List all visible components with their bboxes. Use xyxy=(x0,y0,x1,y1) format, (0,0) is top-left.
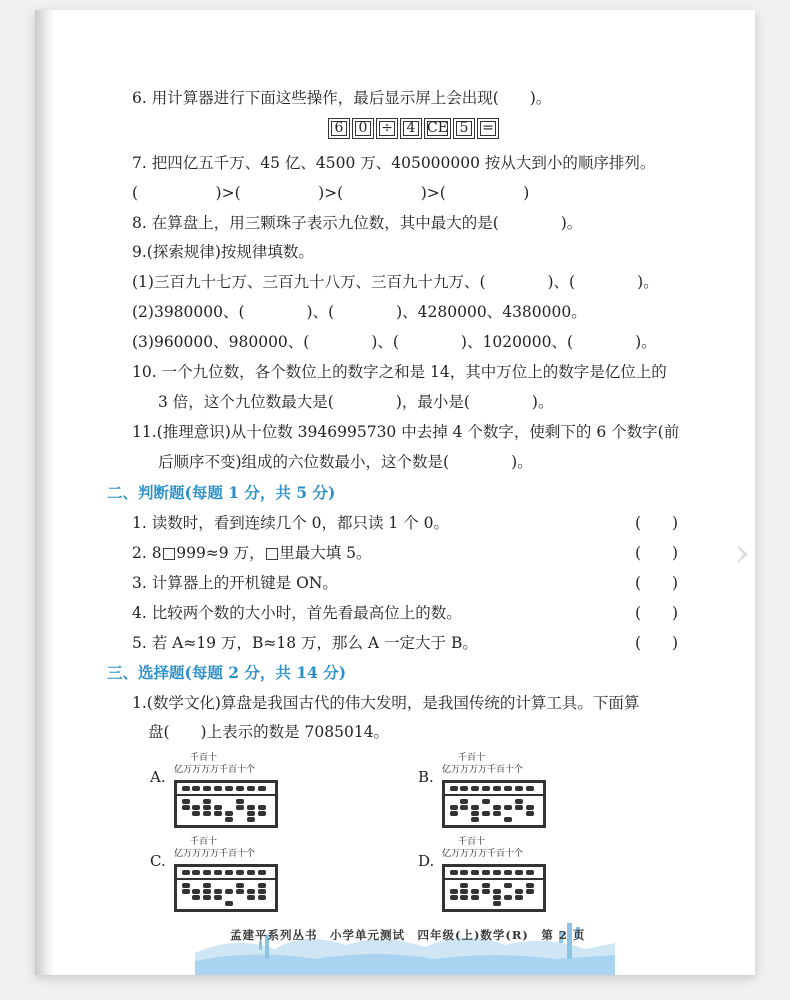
calc-key: 6 xyxy=(328,118,350,139)
section-2-title: 二、判断题(每题 1 分，共 5 分) xyxy=(107,483,336,502)
abacus-frame xyxy=(442,780,546,828)
question-6: 6. 用计算器进行下面这些操作，最后显示屏上会出现( )。 xyxy=(132,89,552,107)
abacus-beads xyxy=(445,867,543,909)
calc-key: ÷ xyxy=(376,118,398,139)
calc-key: 4 xyxy=(400,118,422,139)
judge-item-4: 4. 比较两个数的大小时，首先看最高位上的数。 xyxy=(132,604,462,622)
judge-answer-box: ( ) xyxy=(635,574,679,592)
choice-question-1-line-2: 盘( )上表示的数是 7085014。 xyxy=(148,723,390,741)
question-7: 7. 把四亿五千万、45 亿、4500 万、405000000 按从大到小的顺序排列。 xyxy=(132,154,656,172)
judge-item-2: 2. 8□999≈9 万，□里最大填 5。 xyxy=(132,544,372,562)
judge-answer-box: ( ) xyxy=(635,514,679,532)
calc-key: = xyxy=(477,118,499,139)
question-8: 8. 在算盘上，用三颗珠子表示九位数，其中最大的是( )。 xyxy=(132,214,583,232)
question-11-line-2: 后顺序不变)组成的六位数最小，这个数是( )。 xyxy=(158,453,533,471)
judge-answer-box: ( ) xyxy=(635,604,679,622)
judge-answer-box: ( ) xyxy=(635,544,679,562)
choice-question-1: 1.(数学文化)算盘是我国古代的伟大发明，是我国传统的计算工具。下面算 xyxy=(132,694,640,712)
judge-item-3: 3. 计算器上的开机键是 ON。 xyxy=(132,574,338,592)
place-labels: 亿万万万万千百十个 xyxy=(174,765,256,775)
place-labels-top: 千百十 xyxy=(458,837,486,847)
place-labels-top: 千百十 xyxy=(190,837,218,847)
place-labels-top: 千百十 xyxy=(458,753,486,763)
page-footer: 孟建平系列丛书 小学单元测试 四年级(上)数学(R) 第 2 页 xyxy=(230,928,586,942)
question-9: 9.(探索规律)按规律填数。 xyxy=(132,243,314,261)
calc-key: 5 xyxy=(453,118,475,139)
question-9-part-1: (1)三百九十七万、三百九十八万、三百九十九万、( )、( )。 xyxy=(132,273,659,291)
calculator-keys xyxy=(328,118,501,139)
question-11: 11.(推理意识)从十位数 3946995730 中去掉 4 个数字，使剩下的 6 个数字(前 xyxy=(132,423,680,441)
abacus-option-a xyxy=(150,748,280,828)
judge-answer-box: ( ) xyxy=(635,634,679,652)
question-9-part-2: (2)3980000、( )、( )、4280000、4380000。 xyxy=(132,303,587,321)
judge-item-5: 5. 若 A≈19 万，B≈18 万，那么 A 一定大于 B。 xyxy=(132,634,478,652)
abacus-option-c xyxy=(150,832,280,912)
judge-item-1: 1. 读数时，看到连续几个 0，都只读 1 个 0。 xyxy=(132,514,450,532)
question-7-blanks: ( )>( )>( )>( ) xyxy=(132,184,530,202)
abacus-beads xyxy=(445,783,543,825)
question-9-part-3: (3)960000、980000、( )、( )、1020000、( )。 xyxy=(132,333,657,351)
calc-key: CE xyxy=(424,118,451,139)
option-label: A. xyxy=(150,768,166,786)
next-page-chevron-icon[interactable]: › xyxy=(734,530,750,576)
place-labels-top: 千百十 xyxy=(190,753,218,763)
page-binding-shadow xyxy=(35,10,55,975)
abacus-option-b xyxy=(418,748,548,828)
abacus-option-d xyxy=(418,832,548,912)
place-labels: 亿万万万万千百十个 xyxy=(174,849,256,859)
calc-key: 0 xyxy=(352,118,374,139)
option-label: D. xyxy=(418,852,435,870)
workbook-page xyxy=(35,10,755,975)
question-10-line-2: 3 倍，这个九位数最大是( )，最小是( )。 xyxy=(158,393,554,411)
section-3-title: 三、选择题(每题 2 分，共 14 分) xyxy=(107,663,347,682)
option-label: B. xyxy=(418,768,434,786)
abacus-beads xyxy=(177,783,275,825)
question-10: 10. 一个九位数，各个数位上的数字之和是 14，其中万位上的数字是亿位上的 xyxy=(132,363,667,381)
place-labels: 亿万万万万千百十个 xyxy=(442,849,524,859)
abacus-frame xyxy=(174,780,278,828)
abacus-beads xyxy=(177,867,275,909)
option-label: C. xyxy=(150,852,166,870)
place-labels: 亿万万万万千百十个 xyxy=(442,765,524,775)
